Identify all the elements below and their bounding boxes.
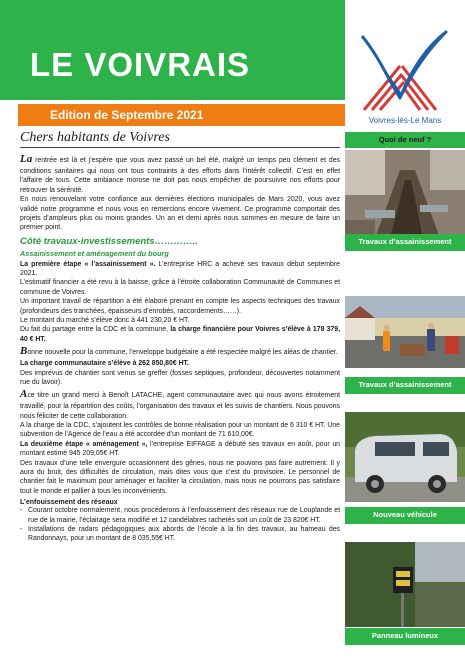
photo-workers xyxy=(345,296,465,368)
section-title-travaux: Côté travaux-investissements………….. xyxy=(20,235,198,247)
etape1-title: La première étape « l’assainissement ». xyxy=(20,260,156,268)
paragraph-bonne-nouvelle xyxy=(20,344,340,359)
newsletter-title: LE VOIVRAIS xyxy=(30,46,251,83)
logo-check-mark xyxy=(362,32,446,98)
bullet-dash: - xyxy=(20,525,23,533)
etape2-text: l’entreprise EIFFAGE a débuté ses travaux en août, pour un montant estimé 945 209,05€ HT. xyxy=(20,440,340,458)
paragraph-imprevus: Des imprévus de chantier sont venus se greffer (fosses septiques, profondeur, découvertes notamment rue du lavoir). xyxy=(20,369,340,386)
paragraph-elections: En nous renouvelant votre confiance aux dernières élections municipales de Mars 2020, vous avez validé notre programme et nous vous en remercions encore vivement. Ce programme comportait des projets d’ampleurs plus ou moins grandes. Un an et demi après nous sommes en mesure de faire un premier point. xyxy=(20,196,340,232)
intro-text: rentrée est là et j’espère que vous avez passé un bel été, malgré un temps peu clément et des conditions sanitaires qui nous ont tous contraints à des efforts dans l’intérêt collectif. C’est en effet l’affaire de tous. Cette ambiance morose ne doit pas nous empêcher de poursuivre nos efforts pour retrouver la sérénité. xyxy=(20,157,340,194)
edition-label: Edition de Septembre 2021 xyxy=(50,108,204,122)
paragraph-partage xyxy=(20,325,340,344)
caption-travaux-2: Travaux d’assainissement xyxy=(358,380,452,389)
bullet-dash: - xyxy=(20,507,23,515)
paragraph-repartition: Un important travail de répartition a été élaboré prenant en compte les aspects techniques des travaux (profondeurs des tranchées, épaisseurs d’enrobés, raccordements……). xyxy=(20,298,340,315)
merci-text: ce titre un grand merci à Benoît LATACHE, agent communautaire avec qui nous avons étroitement travaillé, pour la répartition des coûts, l’organisation des travaux et les suivis de chantiers. Nous pouvons nous féliciter de cette collaboration. xyxy=(20,392,340,420)
list-title-enfouissement: L’enfouissement des réseaux xyxy=(20,499,118,507)
partage-text: Du fait du partage entre la CDC et la commune, xyxy=(20,326,171,334)
etape2-title: La deuxième étape « aménagement », xyxy=(20,440,148,448)
sidebar-heading: Quoi de neuf ? xyxy=(378,135,432,144)
intro-paragraph xyxy=(20,152,340,195)
paragraph-etape2 xyxy=(20,440,340,459)
list-item xyxy=(20,525,340,544)
paragraph-genes: Des travaux d’une telle envergure occasionnent des gênes, nous ne pouvons pas faire autrement. Il y aura du bruit, des difficultés de circulation, mais dites vous que c’est du provisoire. Le personnel de chantier fait le maximum pour aménager et faciliter la circulation, mais nous ne pourrons pas satisfaire tout le monde et pallier à tous les inconvénients. xyxy=(20,459,340,495)
photo-led-sign xyxy=(345,542,465,627)
caption-vehicule: Nouveau véhicule xyxy=(373,510,437,519)
intro-dropcap: La xyxy=(20,153,33,165)
article-column xyxy=(20,130,340,544)
list-item-text: Installations de radars pédagogiques aux abords de l’école à la fin des travaux, au hameau des Randonnays, pour un montant de 8 035,55€ HT. xyxy=(28,525,340,543)
paragraph-merci xyxy=(20,387,340,421)
paragraph-estimatif: L’estimatif financier a été revu à la baisse, grâce à l’étroite collaboration Communauté de Communes et commune de Voivres. xyxy=(20,279,340,296)
logo-caption: Voivres-lès-Le Mans xyxy=(368,116,442,125)
paragraph-etape1 xyxy=(20,260,340,279)
paragraph-charge-communautaire: La charge communautaire s’élève à 262 850,80€ HT. xyxy=(20,360,189,368)
bonne-dropcap: B xyxy=(20,345,28,358)
list-item xyxy=(20,506,340,525)
partage-amount: la charge financière pour Voivres s’élève à 178 379, 40 € HT. xyxy=(20,326,340,343)
list-item-text: Courant octobre normalement, nous procéderons à l’enfouissement des réseaux rue de Louplande et rue de la mairie, l’éclairage sera modifié et 12 candélabres rachetés soit un coût de 23 820€ HT. xyxy=(28,507,340,524)
etape1-text: L’entreprise HRC a achevé ses travaux début septembre 2021. xyxy=(20,260,340,278)
village-logo xyxy=(350,28,450,118)
merci-dropcap: A xyxy=(20,388,28,401)
photo-trench-works xyxy=(345,150,465,238)
caption-travaux-1: Travaux d’assainissement xyxy=(358,237,452,246)
greeting-heading: Chers habitants de Voivres xyxy=(20,130,340,148)
caption-panneau: Panneau lumineux xyxy=(371,631,439,640)
photo-new-vehicle xyxy=(345,412,465,502)
paragraph-controles: A la charge de la CDC, s’ajoutent les contrôles de bonne réalisation pour un montant de 6 310 € HT. Une subvention de l’Agence de l’eau a été accordée d’un montant de 71 610,00€. xyxy=(20,422,340,439)
subsection-title: Assainissement et aménagement du bourg xyxy=(20,248,169,258)
paragraph-montant: Le montant du marché s’élève donc à 441 230,20 € HT. xyxy=(20,317,190,325)
bonne-text: onne nouvelle pour la commune, l’enveloppe budgétaire a été respectée malgré les aléas de chantier. xyxy=(27,349,338,357)
